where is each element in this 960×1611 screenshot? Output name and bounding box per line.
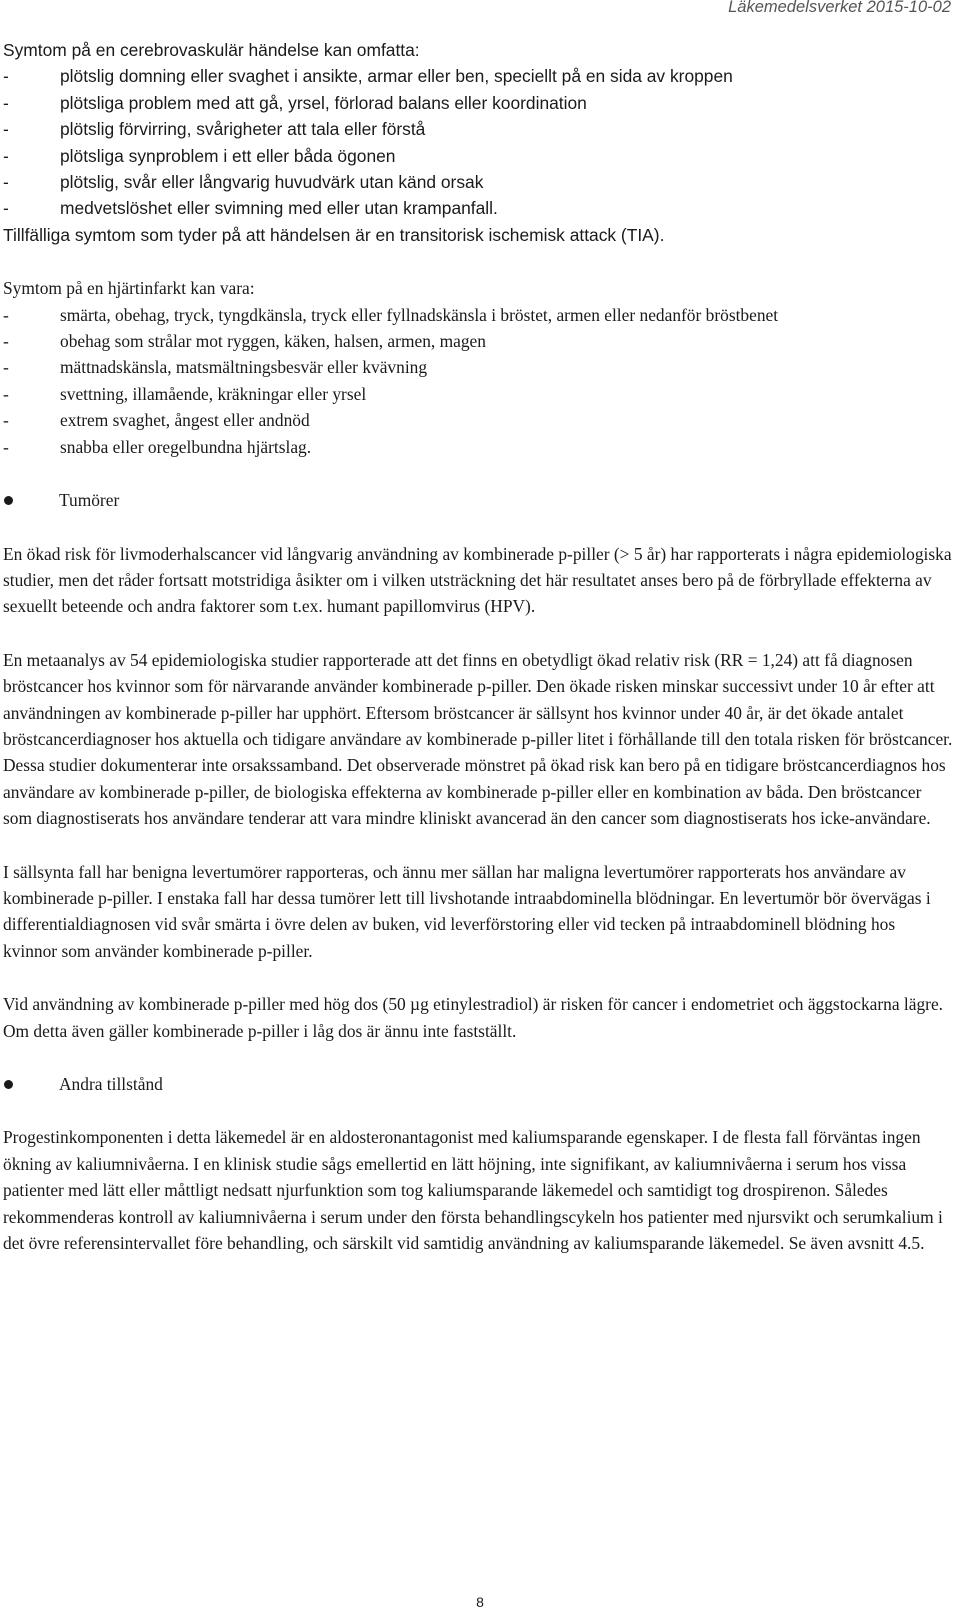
cerebrovascular-intro: Symtom på en cerebrovaskulär händelse kan omfatta: — [3, 40, 420, 60]
spacer — [3, 460, 953, 487]
tumors-paragraph-breast: En metaanalys av 54 epidemiologiska studier rapporterade att det finns en obetydligt ökad relativ risk (RR = 1,24) att få diagnosen bröstcancer hos kvinnor som för närvarande använder kombinerade p-piller. Den ökade risken minskar successivt under 10 år efter att användningen av kombinerade p-piller har upphört. Eftersom bröstcancer är sällsynt hos kvinnor under 40 år, är det ökade antalet bröstcancerdiagnoser hos aktuella och tidigare användare av kombinerade p-piller litet i förhållande till den totala risken för bröstcancer. Dessa studier dokumenterar inte orsakssamband. Det observerade mönstret på ökad risk kan bero på en tidigare bröstcancerdiagnos hos användare av kombinerade p-piller, de biologiska effekterna av kombinerade p-piller eller en kombination av båda. Den bröstcancer som diagnostiserats hos användare tenderar att vara mindre kliniskt avancerad än den cancer som diagnostiserats hos icke-användare. — [3, 649, 953, 829]
cerebrovascular-symptom-list — [3, 63, 953, 221]
page-number: 8 — [476, 1594, 484, 1610]
dash-marker: - — [3, 66, 9, 87]
other-conditions-heading — [3, 1071, 953, 1097]
list-item-text: plötslig domning eller svaghet i ansikte, armar eller ben, speciellt på en sida av kroppen — [60, 66, 733, 87]
document-header: Läkemedelsverket 2015-10-02 — [728, 0, 951, 16]
list-item-text: plötslig, svår eller långvarig huvudvärk utan känd orsak — [60, 172, 484, 193]
tumors-heading — [3, 487, 953, 513]
list-item-text: obehag som strålar mot ryggen, käken, halsen, armen, magen — [60, 331, 486, 352]
list-item — [3, 381, 953, 407]
dash-marker: - — [3, 383, 9, 404]
dash-marker: - — [3, 304, 9, 325]
spacer — [3, 514, 953, 541]
bullet-icon — [4, 496, 13, 505]
dash-marker: - — [3, 410, 9, 431]
dash-marker: - — [3, 119, 9, 140]
heart-attack-intro: Symtom på en hjärtinfarkt kan vara: — [3, 278, 255, 299]
spacer — [3, 620, 953, 647]
tumors-heading-text: Tumörer — [59, 490, 120, 511]
spacer — [3, 832, 953, 859]
list-item-text: plötsliga problem med att gå, yrsel, förlorad balans eller koordination — [60, 92, 587, 113]
other-conditions-paragraph: Progestinkomponenten i detta läkemedel är en aldosteronantagonist med kaliumsparande egenskaper. I de flesta fall förväntas ingen ökning av kaliumnivåerna. I en klinisk studie sågs emellertid en lätt höjning, inte signifikant, av kaliumnivåerna i serum hos vissa patienter med lätt eller måttligt nedsatt njurfunktion som tog kaliumsparande läkemedel och samtidigt tog drospirenon. Således rekommenderas kontroll av kaliumnivåerna i serum under den första behandlingscykeln hos patienter med njursvikt och serumkalium i det övre referensintervallet före behandling, och särskilt vid samtidig användning av kaliumsparande läkemedel. Se även avsnitt 4.5. — [3, 1127, 943, 1254]
dash-marker: - — [3, 357, 9, 378]
spacer — [3, 964, 953, 991]
dash-marker: - — [3, 172, 9, 193]
list-item — [3, 302, 953, 328]
spacer — [3, 1097, 953, 1124]
list-item-text: mättnadskänsla, matsmältningsbesvär eller kvävning — [60, 357, 428, 378]
list-item-text: extrem svaghet, ångest eller andnöd — [60, 410, 310, 431]
tia-note: Tillfälliga symtom som tyder på att händelsen är en transitorisk ischemisk attack (TIA). — [3, 224, 665, 245]
dash-marker: - — [3, 92, 9, 113]
tumors-paragraph-cervical: En ökad risk för livmoderhalscancer vid långvarig användning av kombinerade p-piller (> 5 år) har rapporterats i några epidemiologiska studier, men det råder fortsatt motstridiga åsikter om i vilken utsträckning det här resultatet anses bero på de förbryllade effekterna av sexuellt beteende och andra faktorer som t.ex. humant papillomvirus (HPV). — [3, 543, 952, 617]
tumors-paragraph-endometrial: Vid användning av kombinerade p-piller med hög dos (50 µg etinylestradiol) är risken för cancer i endometriet och äggstockarna lägre. Om detta även gäller kombinerade p-piller i låg dos är ännu inte fastställt. — [3, 994, 944, 1041]
list-item — [3, 434, 953, 460]
list-item — [3, 195, 953, 221]
cerebrovascular-section — [3, 37, 953, 248]
list-item-text: smärta, obehag, tryck, tyngdkänsla, tryck eller fyllnadskänsla i bröstet, armen eller nedanför bröstbenet — [60, 304, 779, 325]
list-item-text: medvetslöshet eller svimning med eller utan krampanfall. — [60, 198, 498, 219]
list-item — [3, 354, 953, 380]
list-item — [3, 143, 953, 169]
list-item — [3, 407, 953, 433]
heart-attack-section — [3, 275, 953, 460]
list-item-text: snabba eller oregelbundna hjärtslag. — [60, 436, 312, 457]
list-item — [3, 169, 953, 195]
list-item-text: plötslig förvirring, svårigheter att tala eller förstå — [60, 119, 426, 140]
dash-marker: - — [3, 198, 9, 219]
document-body — [3, 37, 953, 1256]
spacer — [3, 248, 953, 275]
bullet-icon — [4, 1080, 13, 1089]
dash-marker: - — [3, 436, 9, 457]
other-conditions-heading-text: Andra tillstånd — [59, 1074, 163, 1094]
list-item-text: svettning, illamående, kräkningar eller yrsel — [60, 383, 367, 404]
tumors-paragraph-liver: I sällsynta fall har benigna levertumörer rapporteras, och ännu mer sällan har maligna levertumörer rapporterats hos användare av kombinerade p-piller. I enstaka fall har dessa tumörer lett till livshotande intraabdominella blödningar. En levertumör bör övervägas i differentialdiagnosen vid svår smärta i övre delen av buken, vid leverförstoring eller vid tecken på intraabdominell blödning hos kvinnor som använder kombinerade p-piller. — [3, 861, 931, 961]
list-item — [3, 116, 953, 142]
heart-attack-symptom-list — [3, 302, 953, 460]
dash-marker: - — [3, 331, 9, 352]
list-item — [3, 328, 953, 354]
list-item-text: plötsliga synproblem i ett eller båda ögonen — [60, 145, 396, 166]
list-item — [3, 90, 953, 116]
list-item — [3, 63, 953, 89]
spacer — [3, 1044, 953, 1071]
dash-marker: - — [3, 145, 9, 166]
